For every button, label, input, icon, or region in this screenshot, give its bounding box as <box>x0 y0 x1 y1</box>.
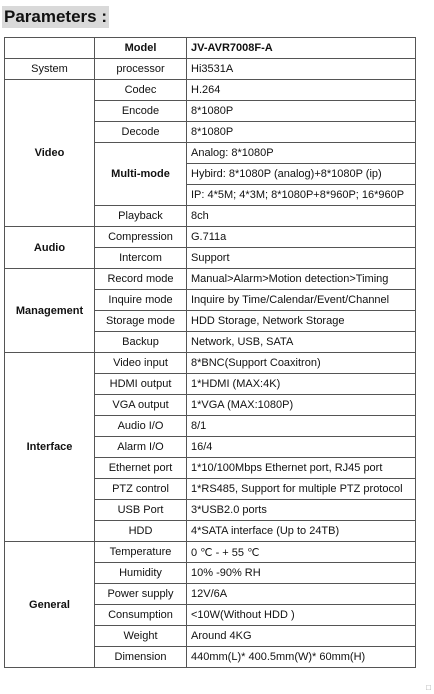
row-label: Encode <box>95 101 187 122</box>
row-value: HDD Storage, Network Storage <box>187 311 416 332</box>
row-value: 1*HDMI (MAX:4K) <box>187 374 416 395</box>
row-label: Intercom <box>95 248 187 269</box>
row-value: 8*BNC(Support Coaxitron) <box>187 353 416 374</box>
row-value: 16/4 <box>187 437 416 458</box>
row-value: Support <box>187 248 416 269</box>
row-value: 1*RS485, Support for multiple PTZ protocol <box>187 479 416 500</box>
row-label: Alarm I/O <box>95 437 187 458</box>
row-value: Hi3531A <box>187 59 416 80</box>
corner-mark-icon: □ <box>426 683 431 692</box>
row-label: Compression <box>95 227 187 248</box>
row-label: Video input <box>95 353 187 374</box>
category-management: Management <box>5 269 95 353</box>
row-label: Humidity <box>95 563 187 584</box>
row-label: Audio I/O <box>95 416 187 437</box>
row-value: G.711a <box>187 227 416 248</box>
row-value: 1*10/100Mbps Ethernet port, RJ45 port <box>187 458 416 479</box>
row-value: Manual>Alarm>Motion detection>Timing <box>187 269 416 290</box>
row-label: Playback <box>95 206 187 227</box>
header-corner-cell <box>5 38 95 59</box>
row-value: 10% -90% RH <box>187 563 416 584</box>
row-label-multimode: Multi-mode <box>95 143 187 206</box>
row-label: VGA output <box>95 395 187 416</box>
row-value: Inquire by Time/Calendar/Event/Channel <box>187 290 416 311</box>
row-label: Backup <box>95 332 187 353</box>
row-value: <10W(Without HDD ) <box>187 605 416 626</box>
row-value: 12V/6A <box>187 584 416 605</box>
row-label: Inquire mode <box>95 290 187 311</box>
row-value: 3*USB2.0 ports <box>187 500 416 521</box>
table-row <box>5 542 416 563</box>
category-video: Video <box>5 80 95 227</box>
row-label: processor <box>95 59 187 80</box>
table-header-row <box>5 38 416 59</box>
row-value: 8*1080P <box>187 122 416 143</box>
row-label: Ethernet port <box>95 458 187 479</box>
row-label: Power supply <box>95 584 187 605</box>
header-label: Model <box>95 38 187 59</box>
row-label: Record mode <box>95 269 187 290</box>
category-audio: Audio <box>5 227 95 269</box>
row-value: 8*1080P <box>187 101 416 122</box>
category-interface: Interface <box>5 353 95 542</box>
page-heading: Parameters : <box>4 7 108 26</box>
row-value: 440mm(L)* 400.5mm(W)* 60mm(H) <box>187 647 416 668</box>
row-label: HDMI output <box>95 374 187 395</box>
row-label: HDD <box>95 521 187 542</box>
row-value: 8ch <box>187 206 416 227</box>
row-value: Analog: 8*1080P <box>187 143 416 164</box>
row-label: USB Port <box>95 500 187 521</box>
table-row <box>5 80 416 101</box>
parameters-table <box>4 37 416 668</box>
row-value: 8/1 <box>187 416 416 437</box>
row-value: 1*VGA (MAX:1080P) <box>187 395 416 416</box>
row-label: Codec <box>95 80 187 101</box>
row-label: Temperature <box>95 542 187 563</box>
row-label: Weight <box>95 626 187 647</box>
row-label: Decode <box>95 122 187 143</box>
header-value: JV-AVR7008F-A <box>187 38 416 59</box>
row-label: Dimension <box>95 647 187 668</box>
row-value: Hybird: 8*1080P (analog)+8*1080P (ip) <box>187 164 416 185</box>
row-value: IP: 4*5M; 4*3M; 8*1080P+8*960P; 16*960P <box>187 185 416 206</box>
table-row <box>5 59 416 80</box>
row-value: Network, USB, SATA <box>187 332 416 353</box>
row-label: Storage mode <box>95 311 187 332</box>
row-value: Around 4KG <box>187 626 416 647</box>
row-value: H.264 <box>187 80 416 101</box>
row-value: 4*SATA interface (Up to 24TB) <box>187 521 416 542</box>
table-row <box>5 269 416 290</box>
table-row <box>5 353 416 374</box>
category-system: System <box>5 59 95 80</box>
row-value: 0 ℃ - + 55 ℃ <box>187 542 416 563</box>
row-label: PTZ control <box>95 479 187 500</box>
category-general: General <box>5 542 95 668</box>
table-row <box>5 227 416 248</box>
row-label: Consumption <box>95 605 187 626</box>
